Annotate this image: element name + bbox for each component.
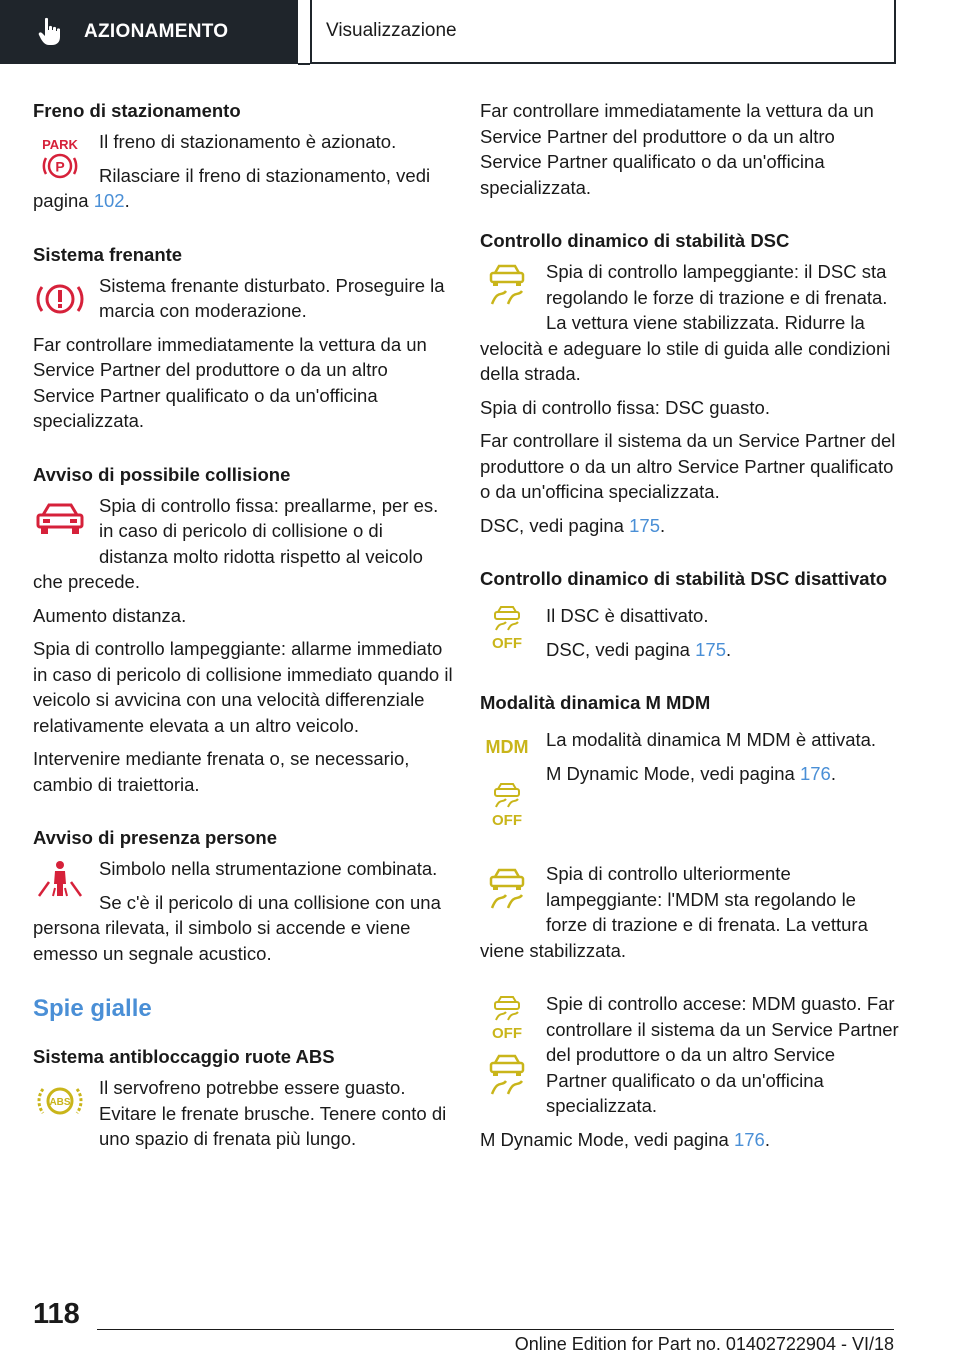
right-column bbox=[480, 98, 900, 1152]
paragraph: Spia di controllo lampeggiante: allarme immediato in caso di pericolo di collisione immediato quando il veicolo si avvicina con una velocità differenziale relativamente elevata a un altro veicolo. bbox=[33, 638, 453, 736]
paragraph-with-link: M Dynamic Mode, vedi pagina 176. bbox=[480, 1128, 770, 1150]
pedestrian-icon bbox=[33, 856, 87, 908]
off-label: OFF bbox=[492, 1025, 522, 1042]
section-heading: Controllo dinamico di stabilità DSC disattivato bbox=[480, 568, 888, 589]
dsc-section bbox=[480, 228, 900, 538]
paragraph: Far controllare immediatamente la vettura da un Service Partner del produttore o da un altro Service Partner qualificato o da un'officina specializzata. bbox=[480, 100, 874, 198]
page-link[interactable]: 175 bbox=[629, 514, 660, 536]
park-letter: P bbox=[55, 158, 65, 175]
mdm-icon-group bbox=[480, 721, 534, 833]
parking-brake-icon bbox=[33, 133, 87, 185]
section-heading: Avviso di presenza persone bbox=[33, 827, 278, 848]
abs-icon bbox=[33, 1075, 87, 1127]
paragraph-with-link: M Dynamic Mode, vedi pagina 176. bbox=[546, 762, 836, 784]
mdm-fault-icon-group bbox=[480, 993, 534, 1105]
page-link[interactable]: 176 bbox=[799, 762, 831, 784]
paragraph: Il servofreno potrebbe essere guasto. Evitare le frenate brusche. Tenere conto di uno spazio di frenata più lungo. bbox=[99, 1077, 447, 1149]
abs-section bbox=[33, 1044, 453, 1152]
chapter-heading: Spie gialle bbox=[33, 995, 152, 1022]
paragraph: Far controllare immediatamente la vettura da un Service Partner del produttore o da un altro Service Partner qualificato o da un'officina specializzata. bbox=[33, 333, 427, 431]
dsc-off-icon bbox=[480, 603, 534, 655]
off-label: OFF bbox=[492, 812, 522, 829]
section-tab[interactable] bbox=[0, 0, 298, 64]
paragraph: Spia di controllo fissa: DSC guasto. bbox=[480, 396, 770, 418]
mdm-entry bbox=[480, 715, 900, 833]
page-header bbox=[0, 0, 960, 66]
section-heading: Sistema antibloccaggio ruote ABS bbox=[33, 1046, 335, 1067]
mdm-fault-entry bbox=[480, 987, 900, 1119]
section-heading: Freno di stazionamento bbox=[33, 100, 241, 121]
paragraph-with-link: Rilasciare il freno di stazionamento, vedi pagina 102. bbox=[33, 164, 431, 211]
dsc-off-section bbox=[480, 566, 900, 662]
paragraph-with-link: DSC, vedi pagina 175. bbox=[546, 638, 732, 660]
paragraph: Aumento distanza. bbox=[33, 604, 187, 626]
mdm-flashing-entry bbox=[480, 857, 900, 963]
section-heading: Modalità dinamica M MDM bbox=[480, 692, 711, 713]
paragraph: Far controllare il sistema da un Service Partner del produttore o da un altro Service Partner qualificato o da un'officina specializzata. bbox=[480, 430, 896, 502]
section-heading: Controllo dinamico di stabilità DSC bbox=[480, 230, 790, 251]
section-heading: Avviso di possibile collisione bbox=[33, 463, 291, 485]
mdm-section bbox=[480, 690, 900, 1152]
hand-pointer-icon bbox=[38, 17, 64, 47]
page-link[interactable]: 176 bbox=[733, 1128, 765, 1150]
paragraph: Spia di controllo ulteriormente lampeggiante: l'MDM sta regolando le forze di trazione e di frenata. La vettura viene stabilizzata. bbox=[480, 863, 868, 961]
subsection-title: Visualizzazione bbox=[326, 20, 457, 41]
page-number: 118 bbox=[33, 1298, 80, 1330]
off-label: OFF bbox=[492, 635, 522, 652]
brake-warning-icon bbox=[33, 273, 87, 325]
header-divider bbox=[298, 63, 310, 65]
paragraph: Il DSC è disattivato. bbox=[546, 605, 709, 626]
collision-warning-section bbox=[33, 462, 453, 798]
paragraph: Il freno di stazionamento è azionato. bbox=[99, 131, 397, 152]
section-heading: Sistema frenante bbox=[33, 243, 183, 265]
park-label: PARK bbox=[42, 137, 78, 152]
mdm-label: MDM bbox=[485, 737, 529, 757]
brake-system-section bbox=[33, 242, 453, 434]
paragraph: Simbolo nella strumentazione combinata. bbox=[99, 858, 438, 879]
left-column bbox=[33, 98, 453, 1152]
section-title: AZIONAMENTO bbox=[84, 21, 229, 42]
paragraph: Spie di controllo accese: MDM guasto. Far controllare il sistema da un Service Partner del produttore o da un altro Service Partner qualificato o da un'officina specializzata. bbox=[546, 993, 899, 1116]
paragraph: Intervenire mediante frenata o, se necessario, cambio di traiettoria. bbox=[33, 748, 410, 795]
paragraph: Spia di controllo fissa: preallarme, per es. in caso di pericolo di collisione o di distanza molto ridotta rispetto al veicolo che precede. bbox=[33, 494, 439, 592]
page-link[interactable]: 175 bbox=[695, 638, 726, 660]
paragraph: La modalità dinamica M MDM è attivata. bbox=[546, 729, 877, 750]
paragraph-with-link: DSC, vedi pagina 175. bbox=[480, 514, 666, 536]
person-warning-section bbox=[33, 825, 453, 966]
parking-brake-section bbox=[33, 98, 453, 214]
dsc-skid-icon bbox=[480, 259, 534, 311]
footer-divider bbox=[97, 1329, 894, 1330]
paragraph: Se c'è il pericolo di una collisione con una persona rilevata, il simbolo si accende e viene emesso un segnale acustico. bbox=[33, 891, 441, 964]
collision-car-icon bbox=[33, 493, 87, 545]
page-link[interactable]: 102 bbox=[93, 190, 125, 211]
paragraph: Sistema frenante disturbato. Proseguire la marcia con moderazione. bbox=[99, 274, 445, 321]
dsc-skid-icon bbox=[480, 863, 534, 915]
subsection-tab[interactable] bbox=[310, 0, 896, 64]
abs-label: ABS bbox=[49, 1097, 71, 1108]
edition-note: Online Edition for Part no. 01402722904 - VI/18 bbox=[514, 1334, 894, 1354]
paragraph: Spia di controllo lampeggiante: il DSC sta regolando le forze di trazione e di frenata. La vettura viene stabilizzata. Ridurre la velocità e adeguare lo stile di guida alle condizioni della strada. bbox=[480, 261, 891, 384]
